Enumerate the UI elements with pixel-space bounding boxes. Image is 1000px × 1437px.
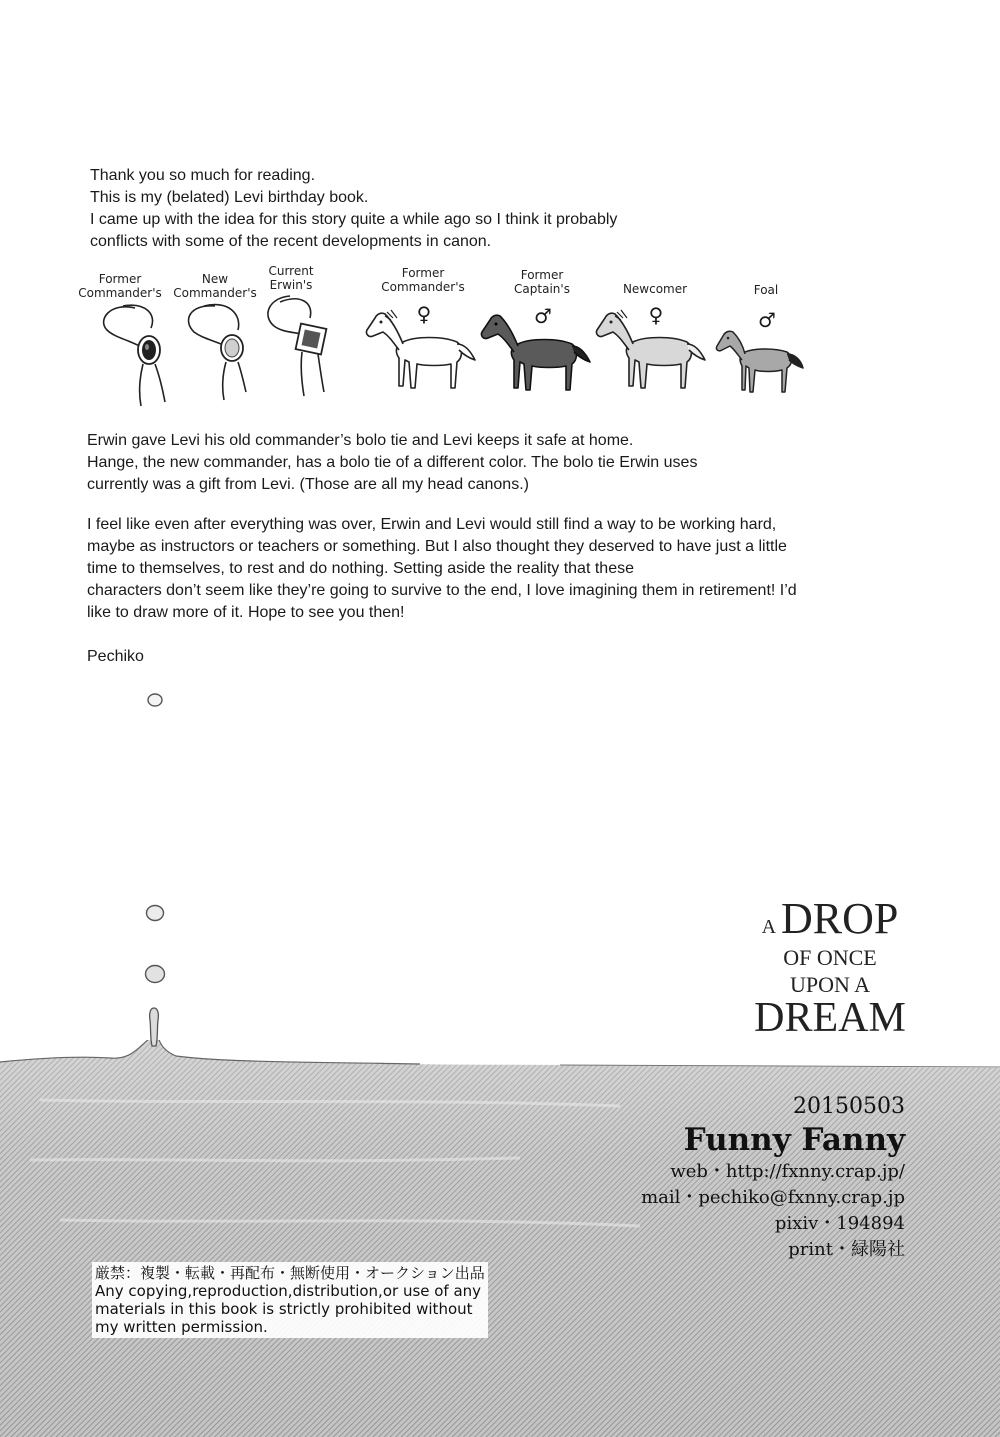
copyright-notice <box>92 1262 488 1338</box>
colophon <box>641 1093 905 1263</box>
horse-white-icon <box>365 300 480 395</box>
female-symbol: ♀ <box>416 302 432 326</box>
horse-label-former-captain: Former Captain's <box>514 268 570 296</box>
intro-line: I came up with the idea for this story quite a while ago so I think it probably <box>90 211 618 228</box>
notice-line: 厳禁：複製・転載・再配布・無断使用・オークション出品 <box>95 1264 485 1282</box>
signature: Pechiko <box>87 648 144 665</box>
bolo-tie-new-icon <box>180 300 260 410</box>
water-drop-icon <box>146 692 164 708</box>
publication-date: 20150503 <box>793 1094 905 1119</box>
notice-line: materials in this book is strictly prohibited without <box>95 1300 473 1318</box>
water-splash-icon <box>146 1006 162 1048</box>
horse-dark-icon <box>480 302 595 397</box>
male-symbol: ♂ <box>534 304 552 328</box>
title-word-drop: DROP <box>781 894 899 943</box>
paragraph-line: maybe as instructors or teachers or something. But I also thought they deserved to have just a little <box>87 538 787 555</box>
printer-name: print・緑陽社 <box>788 1239 905 1260</box>
horse-label-foal: Foal <box>753 283 779 297</box>
tie-label-former: Former Commander's <box>78 272 162 300</box>
bolo-tie-former-icon <box>95 300 175 410</box>
book-title-logo <box>740 893 920 1041</box>
paragraph-retirement <box>87 514 797 624</box>
bolo-tie-current-icon <box>258 292 338 402</box>
intro-line: conflicts with some of the recent developments in canon. <box>90 233 492 250</box>
circle-name: Funny Fanny <box>683 1122 905 1158</box>
intro-text <box>90 165 617 253</box>
male-symbol: ♂ <box>758 308 776 332</box>
horse-label-newcomer: Newcomer <box>622 282 688 296</box>
intro-line: This is my (belated) Levi birthday book. <box>90 189 369 206</box>
water-drop-icon <box>144 903 166 923</box>
paragraph-line: characters don’t seem like they’re going to survive to the end, I love imagining them in retirement! I’d <box>87 582 797 599</box>
paragraph-line: time to themselves, to rest and do nothing. Setting aside the reality that these <box>87 560 634 577</box>
tie-label-current: Current Erwin's <box>268 264 314 292</box>
notice-line: Any copying,reproduction,distribution,or use of any <box>95 1282 482 1300</box>
title-article: A <box>761 916 778 938</box>
notice-line: my written permission. <box>95 1318 268 1336</box>
female-symbol: ♀ <box>648 303 664 327</box>
title-line-2: OF ONCE <box>783 945 877 970</box>
tie-label-new: New Commander's <box>173 272 257 300</box>
pixiv-id: pixiv・194894 <box>774 1213 905 1234</box>
title-line-3: UPON A <box>789 972 871 997</box>
title-word-dream: DREAM <box>754 995 906 1041</box>
paragraph-line: I feel like even after everything was over, Erwin and Levi would still find a way to be working hard, <box>87 516 777 533</box>
foal-icon <box>715 318 810 398</box>
paragraph-line: Erwin gave Levi his old commander’s bolo tie and Levi keeps it safe at home. <box>87 432 634 449</box>
horse-grey-icon <box>595 300 710 395</box>
intro-line: Thank you so much for reading. <box>90 167 316 184</box>
horse-label-former-commander: Former Commander's <box>381 266 465 294</box>
website-link[interactable]: web・http://fxnny.crap.jp/ <box>670 1161 905 1182</box>
paragraph-line: like to draw more of it. Hope to see you then! <box>87 604 405 621</box>
paragraph-line: currently was a gift from Levi. (Those are all my head canons.) <box>87 476 529 493</box>
paragraph-line: Hange, the new commander, has a bolo tie of a different color. The bolo tie Erwin uses <box>87 454 698 471</box>
water-drop-icon <box>143 963 167 985</box>
paragraph-bolo-ties <box>87 430 697 496</box>
email-link[interactable]: mail・pechiko@fxnny.crap.jp <box>641 1187 905 1208</box>
